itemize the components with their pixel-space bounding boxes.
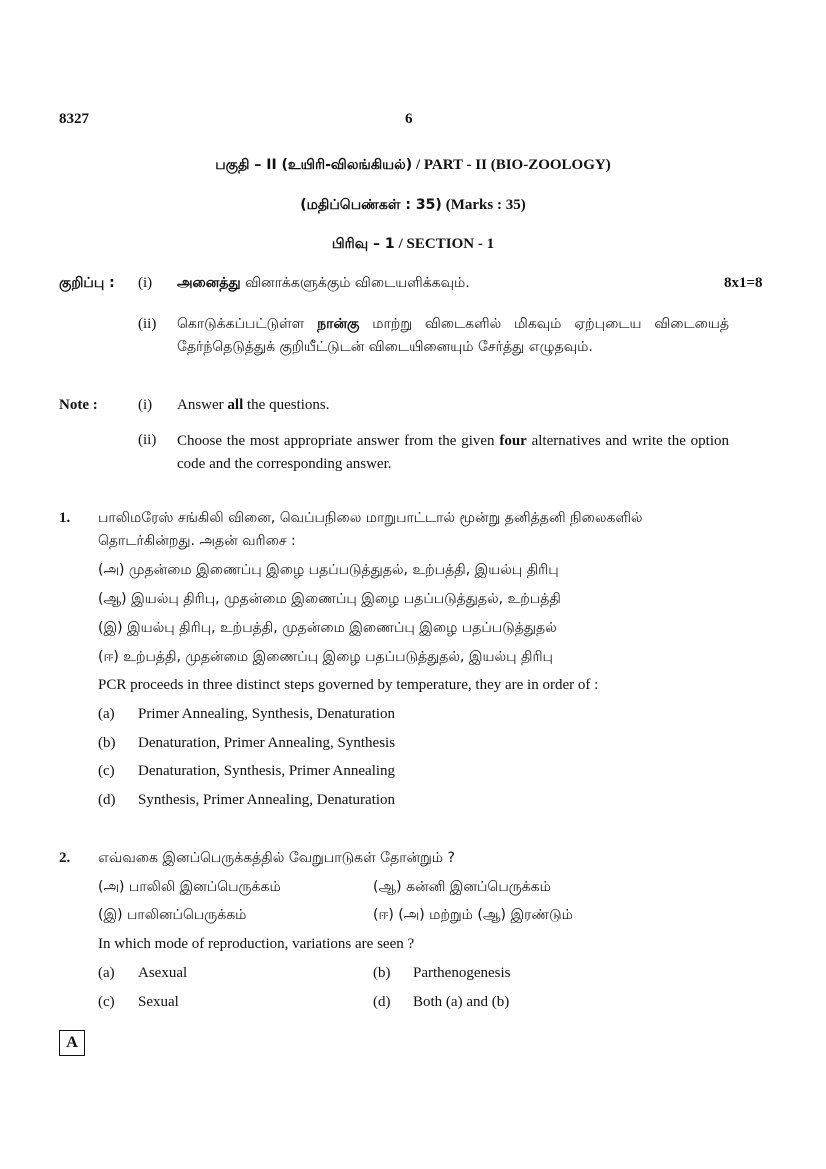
q1-tamil-option: (ஆ) இயல்பு திரிபு, முதன்மை இணைப்பு இழை பதப்படுத்துதல், உற்பத்தி [98, 591, 561, 607]
q1-option-code: (c) [98, 763, 115, 779]
english-note-label: Note : [59, 397, 98, 413]
tamil-note-ii [177, 313, 729, 359]
q2-tamil-option: (இ) பாலினப்பெருக்கம் [98, 907, 247, 923]
q1-option-text: Denaturation, Primer Annealing, Synthesis [138, 735, 396, 751]
q1-english-question: PCR proceeds in three distinct steps governed by temperature, they are in order of : [98, 677, 599, 693]
q2-tamil-option: (அ) பாலிலி இனப்பெருக்கம் [98, 879, 281, 895]
section-tamil: பிரிவு – 1 [331, 236, 395, 252]
q2-option-text: Asexual [138, 965, 188, 981]
english-note-ii [177, 430, 729, 476]
english-note-ii-num: (ii) [138, 432, 157, 448]
q2-option-code: (b) [373, 965, 391, 981]
marks-allocation: 8x1=8 [724, 275, 763, 291]
tamil-note-i-bold: அனைத்து [177, 275, 241, 291]
tamil-note-ii-post: மாற்று விடைகளில் மிகவும் ஏற்புடைய விடையைத் தேர்ந்தெடுத்துக் குறியீட்டுடன் விடையினையும் சேர்த்து எழுதவும். [177, 316, 730, 355]
q2-tamil-question: எவ்வகை இனப்பெருக்கத்தில் வேறுபாடுகள் தோன்றும் ? [98, 850, 455, 866]
section-title [0, 235, 826, 254]
q1-option-text: Primer Annealing, Synthesis, Denaturation [138, 706, 396, 722]
english-note-ii-post: alternatives and write the option code and the corresponding answer. [177, 433, 729, 472]
part-title-tamil: பகுதி – II (உயிரி-விலங்கியல்) [215, 157, 413, 173]
english-note-i [177, 397, 330, 414]
q2-option-text: Both (a) and (b) [413, 994, 510, 1010]
q1-tamil-line2: தொடர்கின்றது. அதன் வரிசை : [98, 533, 296, 549]
q1-option-text: Synthesis, Primer Annealing, Denaturation [138, 792, 396, 808]
marks-line [0, 196, 826, 215]
english-note-i-post: the questions. [247, 397, 330, 413]
q1-tamil-option: (ஈ) உற்பத்தி, முதன்மை இணைப்பு இழை பதப்படுத்துதல், இயல்பு திரிபு [98, 649, 553, 665]
q1-option-code: (d) [98, 792, 116, 808]
tamil-note-i [177, 275, 470, 293]
q1-number: 1. [59, 510, 71, 526]
q2-english-question: In which mode of reproduction, variations are seen ? [98, 936, 415, 952]
q2-number: 2. [59, 850, 71, 866]
english-note-ii-pre: Choose the most appropriate answer from the given [177, 433, 495, 449]
q2-tamil-option: (ஆ) கன்னி இனப்பெருக்கம் [373, 879, 551, 895]
section-english: / SECTION - 1 [398, 236, 495, 252]
q1-tamil-option: (இ) இயல்பு திரிபு, உற்பத்தி, முதன்மை இணைப்பு இழை பதப்படுத்துதல் [98, 620, 557, 636]
english-note-i-bold: all [227, 397, 244, 413]
q2-option-code: (d) [373, 994, 391, 1010]
q2-option-text: Parthenogenesis [413, 965, 511, 981]
tamil-note-label: குறிப்பு : [59, 275, 115, 291]
paper-code: 8327 [59, 111, 89, 127]
q1-option-text: Denaturation, Synthesis, Primer Annealing [138, 763, 396, 779]
q1-tamil-line1: பாலிமரேஸ் சங்கிலி வினை, வெப்பநிலை மாறுபாட்டால் மூன்று தனித்தனி நிலைகளில் [98, 510, 643, 526]
tamil-note-ii-pre: கொடுக்கப்பட்டுள்ள [177, 316, 305, 332]
marks-english: (Marks : 35) [445, 197, 526, 213]
tamil-note-i-num: (i) [138, 275, 153, 291]
part-title-english: PART - II (BIO-ZOOLOGY) [423, 157, 611, 173]
tamil-note-ii-bold: நான்கு [317, 316, 360, 332]
version-box: A [59, 1030, 85, 1056]
q2-tamil-option: (ஈ) (அ) மற்றும் (ஆ) இரண்டும் [373, 907, 573, 923]
q2-option-code: (a) [98, 965, 115, 981]
q2-option-code: (c) [98, 994, 115, 1010]
q1-option-code: (a) [98, 706, 115, 722]
tamil-note-ii-num: (ii) [138, 316, 157, 332]
q1-option-code: (b) [98, 735, 116, 751]
english-note-i-num: (i) [138, 397, 153, 413]
part-title [0, 156, 826, 175]
marks-tamil: (மதிப்பெண்கள் : 35) [300, 197, 442, 213]
q2-option-text: Sexual [138, 994, 179, 1010]
page-number: 6 [405, 111, 413, 127]
q1-tamil-option: (அ) முதன்மை இணைப்பு இழை பதப்படுத்துதல், உற்பத்தி, இயல்பு திரிபு [98, 562, 559, 578]
english-note-i-pre: Answer [177, 397, 224, 413]
part-title-separator: / [412, 157, 424, 173]
tamil-note-i-text: வினாக்களுக்கும் விடையளிக்கவும். [245, 275, 470, 291]
english-note-ii-bold: four [499, 433, 527, 449]
